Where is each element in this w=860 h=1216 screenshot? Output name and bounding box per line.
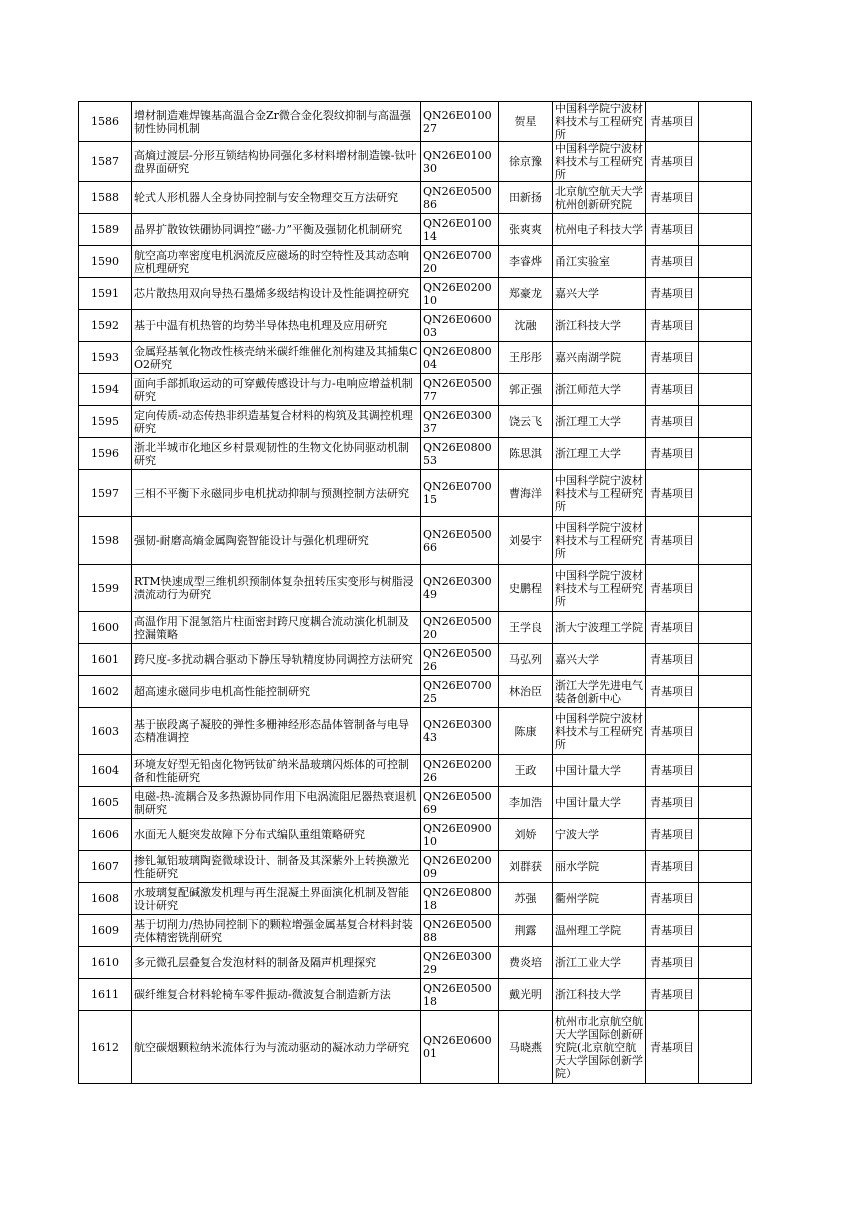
applicant-cell: 刘娇 xyxy=(499,819,553,851)
table-row xyxy=(79,438,752,470)
applicant-cell: 李睿烨 xyxy=(499,246,553,278)
remarks-cell xyxy=(699,278,752,310)
project-list-table xyxy=(78,101,752,1084)
project-title-cell: 芯片散热用双向导热石墨烯多级结构设计及性能调控研究 xyxy=(132,278,421,310)
organization-cell: 嘉兴大学 xyxy=(553,278,646,310)
row-number-cell: 1607 xyxy=(79,851,132,883)
project-title-cell: 电磁-热-流耦合及多热源协同作用下电涡流阻尼器热衰退机制研究 xyxy=(132,787,421,819)
organization-cell: 中国计量大学 xyxy=(553,755,646,787)
remarks-cell xyxy=(699,214,752,246)
applicant-cell: 马晓燕 xyxy=(499,1011,553,1084)
table-row xyxy=(79,612,752,644)
organization-cell: 中国科学院宁波材料技术与工程研究所 xyxy=(553,142,646,182)
remarks-cell xyxy=(699,470,752,517)
project-code-cell: QN26E080053 xyxy=(421,438,499,470)
applicant-cell: 曹海洋 xyxy=(499,470,553,517)
remarks-cell xyxy=(699,310,752,342)
applicant-cell: 王政 xyxy=(499,755,553,787)
applicant-cell: 贺星 xyxy=(499,102,553,142)
project-code-cell: QN26E050020 xyxy=(421,612,499,644)
remarks-cell xyxy=(699,142,752,182)
remarks-cell xyxy=(699,644,752,676)
table-body xyxy=(79,102,752,1084)
project-type-cell: 青基项目 xyxy=(646,102,699,142)
row-number-cell: 1598 xyxy=(79,517,132,565)
project-code-cell: QN26E050069 xyxy=(421,787,499,819)
organization-cell: 中国科学院宁波材料技术与工程研究所 xyxy=(553,102,646,142)
table-row xyxy=(79,883,752,915)
project-type-cell: 青基项目 xyxy=(646,246,699,278)
remarks-cell xyxy=(699,883,752,915)
remarks-cell xyxy=(699,612,752,644)
row-number-cell: 1591 xyxy=(79,278,132,310)
row-number-cell: 1589 xyxy=(79,214,132,246)
project-code-cell: QN26E050018 xyxy=(421,979,499,1011)
project-title-cell: 定向传质-动态传热非织造基复合材料的构筑及其调控机理研究 xyxy=(132,406,421,438)
remarks-cell xyxy=(699,755,752,787)
applicant-cell: 郭正强 xyxy=(499,374,553,406)
project-type-cell: 青基项目 xyxy=(646,947,699,979)
project-title-cell: 基于切削力/热协同控制下的颗粒增强金属基复合材料封装壳体精密铣削研究 xyxy=(132,915,421,947)
project-code-cell: QN26E050077 xyxy=(421,374,499,406)
project-title-cell: 高温作用下混氢箔片柱面密封跨尺度耦合流动演化机制及控漏策略 xyxy=(132,612,421,644)
applicant-cell: 刘群获 xyxy=(499,851,553,883)
organization-cell: 嘉兴南湖学院 xyxy=(553,342,646,374)
remarks-cell xyxy=(699,915,752,947)
project-title-cell: 三相不平衡下永磁同步电机扰动抑制与预测控制方法研究 xyxy=(132,470,421,517)
project-title-cell: 金属羟基氧化物改性核壳纳米碳纤维催化剂构建及其捕集CO2研究 xyxy=(132,342,421,374)
remarks-cell xyxy=(699,708,752,755)
project-code-cell: QN26E030029 xyxy=(421,947,499,979)
project-code-cell: QN26E070015 xyxy=(421,470,499,517)
row-number-cell: 1605 xyxy=(79,787,132,819)
project-code-cell: QN26E030043 xyxy=(421,708,499,755)
remarks-cell xyxy=(699,406,752,438)
project-title-cell: 晶界扩散钕铁硼协同调控“磁-力”平衡及强韧化机制研究 xyxy=(132,214,421,246)
applicant-cell: 徐京豫 xyxy=(499,142,553,182)
project-type-cell: 青基项目 xyxy=(646,708,699,755)
table-row xyxy=(79,787,752,819)
table-row xyxy=(79,1011,752,1084)
table-row xyxy=(79,819,752,851)
project-code-cell: QN26E010027 xyxy=(421,102,499,142)
row-number-cell: 1597 xyxy=(79,470,132,517)
remarks-cell xyxy=(699,102,752,142)
project-code-cell: QN26E070020 xyxy=(421,246,499,278)
remarks-cell xyxy=(699,979,752,1011)
remarks-cell xyxy=(699,565,752,612)
project-code-cell: QN26E050026 xyxy=(421,644,499,676)
organization-cell: 浙江科技大学 xyxy=(553,979,646,1011)
project-title-cell: 面向手部抓取运动的可穿戴传感设计与力-电响应增益机制研究 xyxy=(132,374,421,406)
remarks-cell xyxy=(699,517,752,565)
table-row xyxy=(79,342,752,374)
applicant-cell: 刘晏宇 xyxy=(499,517,553,565)
row-number-cell: 1596 xyxy=(79,438,132,470)
table-row xyxy=(79,142,752,182)
project-code-cell: QN26E010030 xyxy=(421,142,499,182)
table-row xyxy=(79,278,752,310)
project-type-cell: 青基项目 xyxy=(646,278,699,310)
table-row xyxy=(79,182,752,214)
row-number-cell: 1588 xyxy=(79,182,132,214)
organization-cell: 温州理工学院 xyxy=(553,915,646,947)
table-row xyxy=(79,470,752,517)
row-number-cell: 1603 xyxy=(79,708,132,755)
organization-cell: 中国科学院宁波材料技术与工程研究所 xyxy=(553,517,646,565)
project-title-cell: 水玻璃复配碱激发机理与再生混凝土界面演化机制及智能设计研究 xyxy=(132,883,421,915)
organization-cell: 中国计量大学 xyxy=(553,787,646,819)
organization-cell: 甬江实验室 xyxy=(553,246,646,278)
project-code-cell: QN26E090010 xyxy=(421,819,499,851)
project-title-cell: 水面无人艇突发故障下分布式编队重组策略研究 xyxy=(132,819,421,851)
remarks-cell xyxy=(699,676,752,708)
row-number-cell: 1593 xyxy=(79,342,132,374)
organization-cell: 宁波大学 xyxy=(553,819,646,851)
project-title-cell: 碳纤维复合材料轮椅车零件振动-微波复合制造新方法 xyxy=(132,979,421,1011)
organization-cell: 浙江理工大学 xyxy=(553,406,646,438)
applicant-cell: 张爽爽 xyxy=(499,214,553,246)
project-type-cell: 青基项目 xyxy=(646,787,699,819)
applicant-cell: 费炎培 xyxy=(499,947,553,979)
row-number-cell: 1592 xyxy=(79,310,132,342)
project-type-cell: 青基项目 xyxy=(646,438,699,470)
applicant-cell: 苏强 xyxy=(499,883,553,915)
project-title-cell: 跨尺度-多扰动耦合驱动下静压导轨精度协同调控方法研究 xyxy=(132,644,421,676)
table-row xyxy=(79,214,752,246)
project-title-cell: 航空高功率密度电机涡流反应磁场的时空特性及其动态响应机理研究 xyxy=(132,246,421,278)
project-code-cell: QN26E010014 xyxy=(421,214,499,246)
row-number-cell: 1606 xyxy=(79,819,132,851)
table-row xyxy=(79,102,752,142)
organization-cell: 浙江科技大学 xyxy=(553,310,646,342)
row-number-cell: 1608 xyxy=(79,883,132,915)
project-type-cell: 青基项目 xyxy=(646,565,699,612)
table-row xyxy=(79,310,752,342)
remarks-cell xyxy=(699,182,752,214)
organization-cell: 浙江大学先进电气装备创新中心 xyxy=(553,676,646,708)
remarks-cell xyxy=(699,947,752,979)
project-code-cell: QN26E060001 xyxy=(421,1011,499,1084)
project-title-cell: 增材制造难焊镍基高温合金Zr微合金化裂纹抑制与高温强韧性协同机制 xyxy=(132,102,421,142)
project-title-cell: 掺钆氟铝玻璃陶瓷微球设计、制备及其深紫外上转换激光性能研究 xyxy=(132,851,421,883)
row-number-cell: 1612 xyxy=(79,1011,132,1084)
organization-cell: 北京航空航天大学杭州创新研究院 xyxy=(553,182,646,214)
project-code-cell: QN26E070025 xyxy=(421,676,499,708)
applicant-cell: 田新扬 xyxy=(499,182,553,214)
organization-cell: 中国科学院宁波材料技术与工程研究所 xyxy=(553,708,646,755)
organization-cell: 浙大宁波理工学院 xyxy=(553,612,646,644)
table-row xyxy=(79,246,752,278)
project-type-cell: 青基项目 xyxy=(646,310,699,342)
row-number-cell: 1590 xyxy=(79,246,132,278)
remarks-cell xyxy=(699,787,752,819)
project-code-cell: QN26E050066 xyxy=(421,517,499,565)
project-type-cell: 青基项目 xyxy=(646,851,699,883)
project-title-cell: 航空碳烟颗粒纳米流体行为与流动驱动的凝冰动力学研究 xyxy=(132,1011,421,1084)
row-number-cell: 1611 xyxy=(79,979,132,1011)
applicant-cell: 陈康 xyxy=(499,708,553,755)
project-title-cell: 多元微孔层叠复合发泡材料的制备及隔声机理探究 xyxy=(132,947,421,979)
row-number-cell: 1609 xyxy=(79,915,132,947)
table-row xyxy=(79,406,752,438)
project-code-cell: QN26E030049 xyxy=(421,565,499,612)
applicant-cell: 戴光明 xyxy=(499,979,553,1011)
project-title-cell: 基于中温有机热管的均势半导体热电机理及应用研究 xyxy=(132,310,421,342)
applicant-cell: 李加浩 xyxy=(499,787,553,819)
applicant-cell: 王彤彤 xyxy=(499,342,553,374)
project-type-cell: 青基项目 xyxy=(646,182,699,214)
applicant-cell: 饶云飞 xyxy=(499,406,553,438)
project-type-cell: 青基项目 xyxy=(646,819,699,851)
table-row xyxy=(79,644,752,676)
project-type-cell: 青基项目 xyxy=(646,979,699,1011)
organization-cell: 中国科学院宁波材料技术与工程研究所 xyxy=(553,565,646,612)
table-row xyxy=(79,979,752,1011)
project-title-cell: 轮式人形机器人全身协同控制与安全物理交互方法研究 xyxy=(132,182,421,214)
project-title-cell: RTM快速成型三维机织预制体复杂扭转压实变形与树脂浸渍流动行为研究 xyxy=(132,565,421,612)
row-number-cell: 1587 xyxy=(79,142,132,182)
applicant-cell: 马弘列 xyxy=(499,644,553,676)
row-number-cell: 1594 xyxy=(79,374,132,406)
project-type-cell: 青基项目 xyxy=(646,676,699,708)
organization-cell: 浙江师范大学 xyxy=(553,374,646,406)
remarks-cell xyxy=(699,1011,752,1084)
project-code-cell: QN26E050088 xyxy=(421,915,499,947)
remarks-cell xyxy=(699,851,752,883)
project-code-cell: QN26E020026 xyxy=(421,755,499,787)
remarks-cell xyxy=(699,438,752,470)
organization-cell: 衢州学院 xyxy=(553,883,646,915)
table-row xyxy=(79,755,752,787)
project-code-cell: QN26E050086 xyxy=(421,182,499,214)
project-code-cell: QN26E080018 xyxy=(421,883,499,915)
organization-cell: 嘉兴大学 xyxy=(553,644,646,676)
row-number-cell: 1604 xyxy=(79,755,132,787)
project-type-cell: 青基项目 xyxy=(646,883,699,915)
project-type-cell: 青基项目 xyxy=(646,915,699,947)
applicant-cell: 史鹏程 xyxy=(499,565,553,612)
table-row xyxy=(79,851,752,883)
remarks-cell xyxy=(699,342,752,374)
row-number-cell: 1600 xyxy=(79,612,132,644)
project-type-cell: 青基项目 xyxy=(646,406,699,438)
table-row xyxy=(79,565,752,612)
applicant-cell: 王学良 xyxy=(499,612,553,644)
table-row xyxy=(79,947,752,979)
project-type-cell: 青基项目 xyxy=(646,644,699,676)
organization-cell: 中国科学院宁波材料技术与工程研究所 xyxy=(553,470,646,517)
project-type-cell: 青基项目 xyxy=(646,1011,699,1084)
applicant-cell: 陈思淇 xyxy=(499,438,553,470)
remarks-cell xyxy=(699,819,752,851)
project-title-cell: 浙北半城市化地区乡村景观韧性的生物文化协同驱动机制研究 xyxy=(132,438,421,470)
applicant-cell: 郑豪龙 xyxy=(499,278,553,310)
organization-cell: 杭州市北京航空航天大学国际创新研究院(北京航空航天大学国际创新学院） xyxy=(553,1011,646,1084)
row-number-cell: 1595 xyxy=(79,406,132,438)
project-type-cell: 青基项目 xyxy=(646,142,699,182)
row-number-cell: 1601 xyxy=(79,644,132,676)
project-type-cell: 青基项目 xyxy=(646,612,699,644)
project-title-cell: 环境友好型无铅卤化物钙钛矿纳米晶玻璃闪烁体的可控制备和性能研究 xyxy=(132,755,421,787)
table-row xyxy=(79,915,752,947)
project-code-cell: QN26E080004 xyxy=(421,342,499,374)
table-row xyxy=(79,374,752,406)
row-number-cell: 1599 xyxy=(79,565,132,612)
project-type-cell: 青基项目 xyxy=(646,214,699,246)
organization-cell: 丽水学院 xyxy=(553,851,646,883)
project-title-cell: 超高速永磁同步电机高性能控制研究 xyxy=(132,676,421,708)
organization-cell: 浙江理工大学 xyxy=(553,438,646,470)
project-type-cell: 青基项目 xyxy=(646,342,699,374)
applicant-cell: 荆露 xyxy=(499,915,553,947)
project-type-cell: 青基项目 xyxy=(646,470,699,517)
row-number-cell: 1586 xyxy=(79,102,132,142)
remarks-cell xyxy=(699,246,752,278)
project-code-cell: QN26E060003 xyxy=(421,310,499,342)
project-type-cell: 青基项目 xyxy=(646,374,699,406)
row-number-cell: 1610 xyxy=(79,947,132,979)
applicant-cell: 林治臣 xyxy=(499,676,553,708)
project-title-cell: 强韧-耐磨高熵金属陶瓷智能设计与强化机理研究 xyxy=(132,517,421,565)
project-title-cell: 高熵过渡层-分形互锁结构协同强化多材料增材制造镍-钛叶盘界面研究 xyxy=(132,142,421,182)
remarks-cell xyxy=(699,374,752,406)
organization-cell: 杭州电子科技大学 xyxy=(553,214,646,246)
project-type-cell: 青基项目 xyxy=(646,755,699,787)
project-type-cell: 青基项目 xyxy=(646,517,699,565)
applicant-cell: 沈融 xyxy=(499,310,553,342)
table-row xyxy=(79,676,752,708)
project-code-cell: QN26E020009 xyxy=(421,851,499,883)
table-row xyxy=(79,517,752,565)
project-code-cell: QN26E020010 xyxy=(421,278,499,310)
row-number-cell: 1602 xyxy=(79,676,132,708)
project-title-cell: 基于嵌段离子凝胶的弹性多栅神经形态晶体管制备与电导态精准调控 xyxy=(132,708,421,755)
table-row xyxy=(79,708,752,755)
project-code-cell: QN26E030037 xyxy=(421,406,499,438)
organization-cell: 浙江工业大学 xyxy=(553,947,646,979)
